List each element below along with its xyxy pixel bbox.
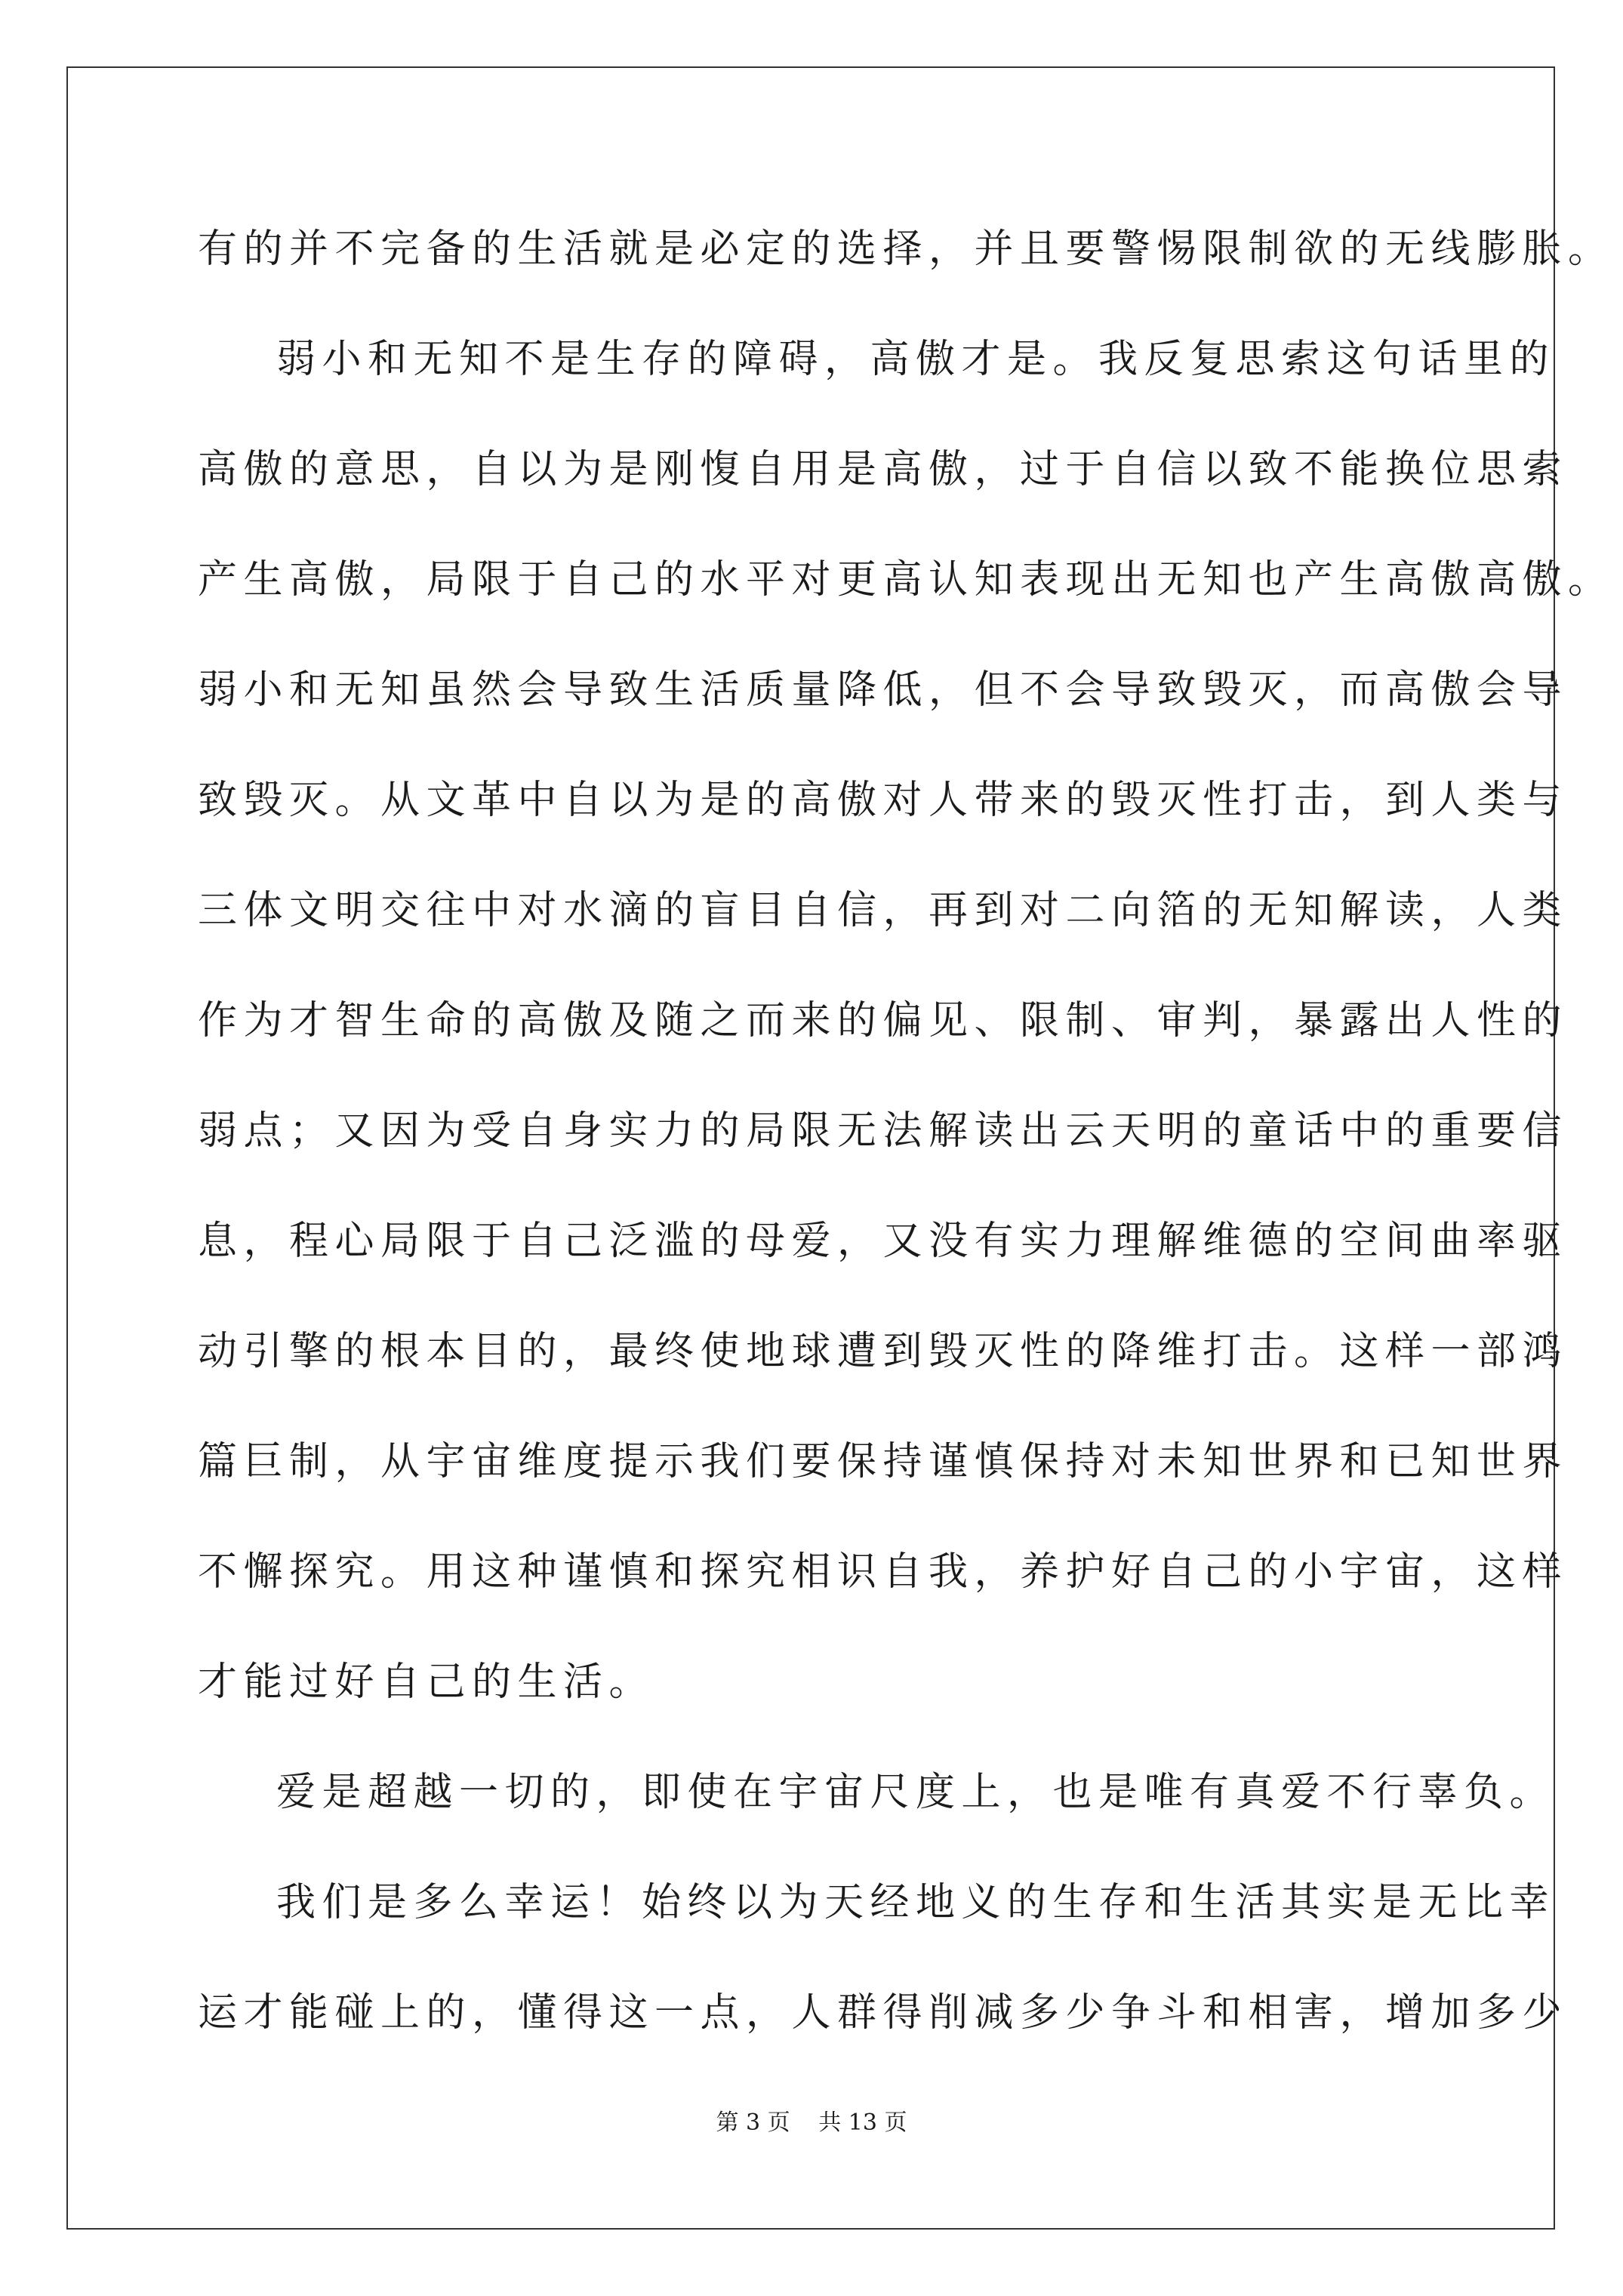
text-line-9: 弱点；又因为受自身实力的局限无法解读出云天明的童话中的重要信 bbox=[198, 1108, 1569, 1154]
page-footer bbox=[0, 2108, 1623, 2138]
text-line-8: 作为才智生命的高傲及随之而来的偏见、限制、审判，暴露出人性的 bbox=[198, 998, 1569, 1043]
page-total: 共 13 页 bbox=[818, 2110, 907, 2136]
text-line-6: 致毁灭。从文革中自以为是的高傲对人带来的毁灭性打击，到人类与 bbox=[198, 778, 1569, 823]
text-line-7: 三体文明交往中对水滴的盲目自信，再到对二向箔的无知解读，人类 bbox=[198, 888, 1569, 933]
text-line-4: 产生高傲，局限于自己的水平对更高认知表现出无知也产生高傲高傲。 bbox=[198, 557, 1614, 603]
text-line-3: 高傲的意思，自以为是刚愎自用是高傲，过于自信以致不能换位思索 bbox=[198, 447, 1569, 492]
text-line-1: 有的并不完备的生活就是必定的选择，并且要警惕限制欲的无线膨胀。 bbox=[198, 227, 1614, 272]
text-line-12: 篇巨制，从宇宙维度提示我们要保持谨慎保持对未知世界和已知世界 bbox=[198, 1439, 1569, 1484]
text-line-16: 我们是多么幸运！始终以为天经地义的生存和生活其实是无比幸 bbox=[276, 1880, 1556, 1925]
text-line-10: 息，程心局限于自己泛滥的母爱，又没有实力理解维德的空间曲率驱 bbox=[198, 1219, 1569, 1264]
text-line-11: 动引擎的根本目的，最终使地球遭到毁灭性的降维打击。这样一部鸿 bbox=[198, 1329, 1569, 1374]
text-line-5: 弱小和无知虽然会导致生活质量降低，但不会导致毁灭，而高傲会导 bbox=[198, 667, 1569, 713]
text-line-15: 爱是超越一切的，即使在宇宙尺度上，也是唯有真爱不行辜负。 bbox=[276, 1770, 1556, 1815]
text-line-2: 弱小和无知不是生存的障碍，高傲才是。我反复思索这句话里的 bbox=[276, 337, 1556, 382]
text-line-17: 运才能碰上的，懂得这一点，人群得削减多少争斗和相害，增加多少 bbox=[198, 1990, 1569, 2036]
text-line-14: 才能过好自己的生活。 bbox=[198, 1660, 655, 1705]
page-number: 第 3 页 bbox=[716, 2110, 790, 2136]
text-line-13: 不懈探究。用这种谨慎和探究相识自我，养护好自己的小宇宙，这样 bbox=[198, 1549, 1569, 1595]
